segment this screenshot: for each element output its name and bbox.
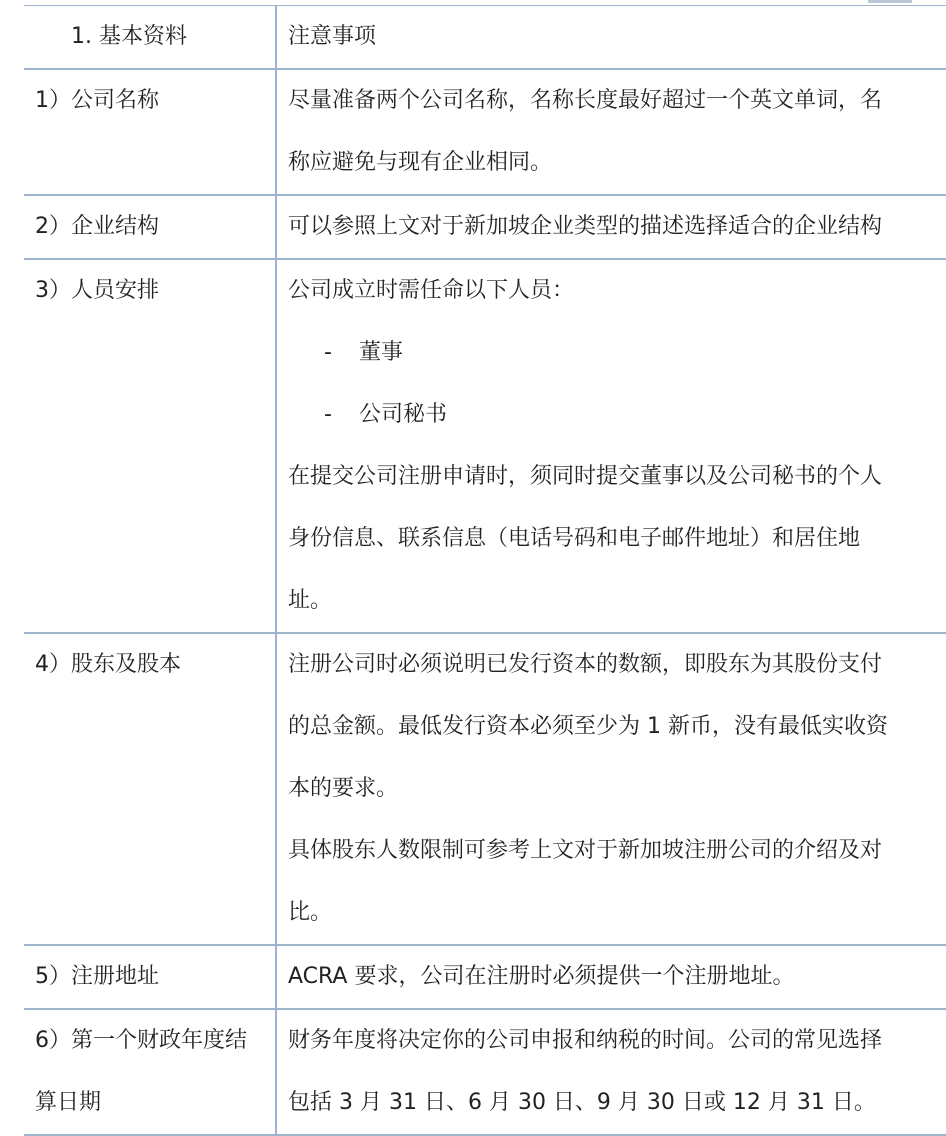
row-label (24, 259, 276, 633)
row-label-text: 3）人员安排 (35, 278, 159, 303)
content-line: 身份信息、联系信息（电话号码和电子邮件地址）和居住地 (288, 526, 861, 551)
content-line: ACRA 要求，公司在注册时必须提供一个注册地址。 (288, 964, 795, 989)
row-label-text: 算日期 (35, 1090, 102, 1115)
content-line: 本的要求。 (288, 776, 399, 801)
content-line: 包括 3 月 31 日、6 月 30 日、9 月 30 日或 12 月 31 日。 (288, 1090, 876, 1115)
content-line: 称应避免与现有企业相同。 (288, 150, 553, 175)
row-label (24, 945, 276, 1009)
row-label (24, 195, 276, 259)
content-line: 公司成立时需任命以下人员： (288, 278, 575, 303)
bullet-text: 公司秘书 (359, 402, 448, 427)
row-content (276, 195, 946, 259)
content-line: 可以参照上文对于新加坡企业类型的描述选择适合的企业结构 (288, 214, 883, 239)
content-line: 具体股东人数限制可参考上文对于新加坡注册公司的介绍及对 (288, 838, 883, 863)
bullet-dash: - (324, 340, 332, 365)
row-label (24, 69, 276, 195)
table-row-company-name (24, 69, 946, 195)
table-row-registered-address (24, 945, 946, 1009)
row-label-text: 4）股东及股本 (35, 652, 181, 677)
table-row-personnel (24, 259, 946, 633)
row-content (276, 633, 946, 945)
row-label (24, 1009, 276, 1135)
content-line: 注册公司时必须说明已发行资本的数额，即股东为其股份支付 (288, 652, 883, 677)
table-row-business-structure (24, 195, 946, 259)
bullet-item-director (288, 322, 946, 384)
content-line: 尽量准备两个公司名称，名称长度最好超过一个英文单词，名 (288, 88, 883, 113)
content-line: 比。 (288, 900, 333, 925)
row-content (276, 259, 946, 633)
bullet-dash: - (324, 402, 332, 427)
row-label-text: 1）公司名称 (35, 88, 159, 113)
header-basic-info: 1. 基本资料 (24, 6, 276, 70)
top-edge-mark (868, 0, 912, 3)
company-registration-table (24, 5, 946, 1136)
table-row-fiscal-year-end (24, 1009, 946, 1135)
content-line: 的总金额。最低发行资本必须至少为 1 新币，没有最低实收资 (288, 714, 888, 739)
table-header-row (24, 6, 946, 70)
content-line: 财务年度将决定你的公司申报和纳税的时间。公司的常见选择 (288, 1028, 883, 1053)
row-label (24, 633, 276, 945)
bullet-item-secretary (288, 384, 946, 446)
table-row-shareholders (24, 633, 946, 945)
row-content (276, 945, 946, 1009)
row-content (276, 69, 946, 195)
row-label-text: 6）第一个财政年度结 (35, 1028, 247, 1053)
row-label-text: 5）注册地址 (35, 964, 159, 989)
bullet-text: 董事 (359, 340, 404, 365)
header-notes: 注意事项 (276, 6, 946, 70)
content-line: 在提交公司注册申请时，须同时提交董事以及公司秘书的个人 (288, 464, 883, 489)
content-line: 址。 (288, 588, 333, 613)
row-content (276, 1009, 946, 1135)
row-label-text: 2）企业结构 (35, 214, 159, 239)
